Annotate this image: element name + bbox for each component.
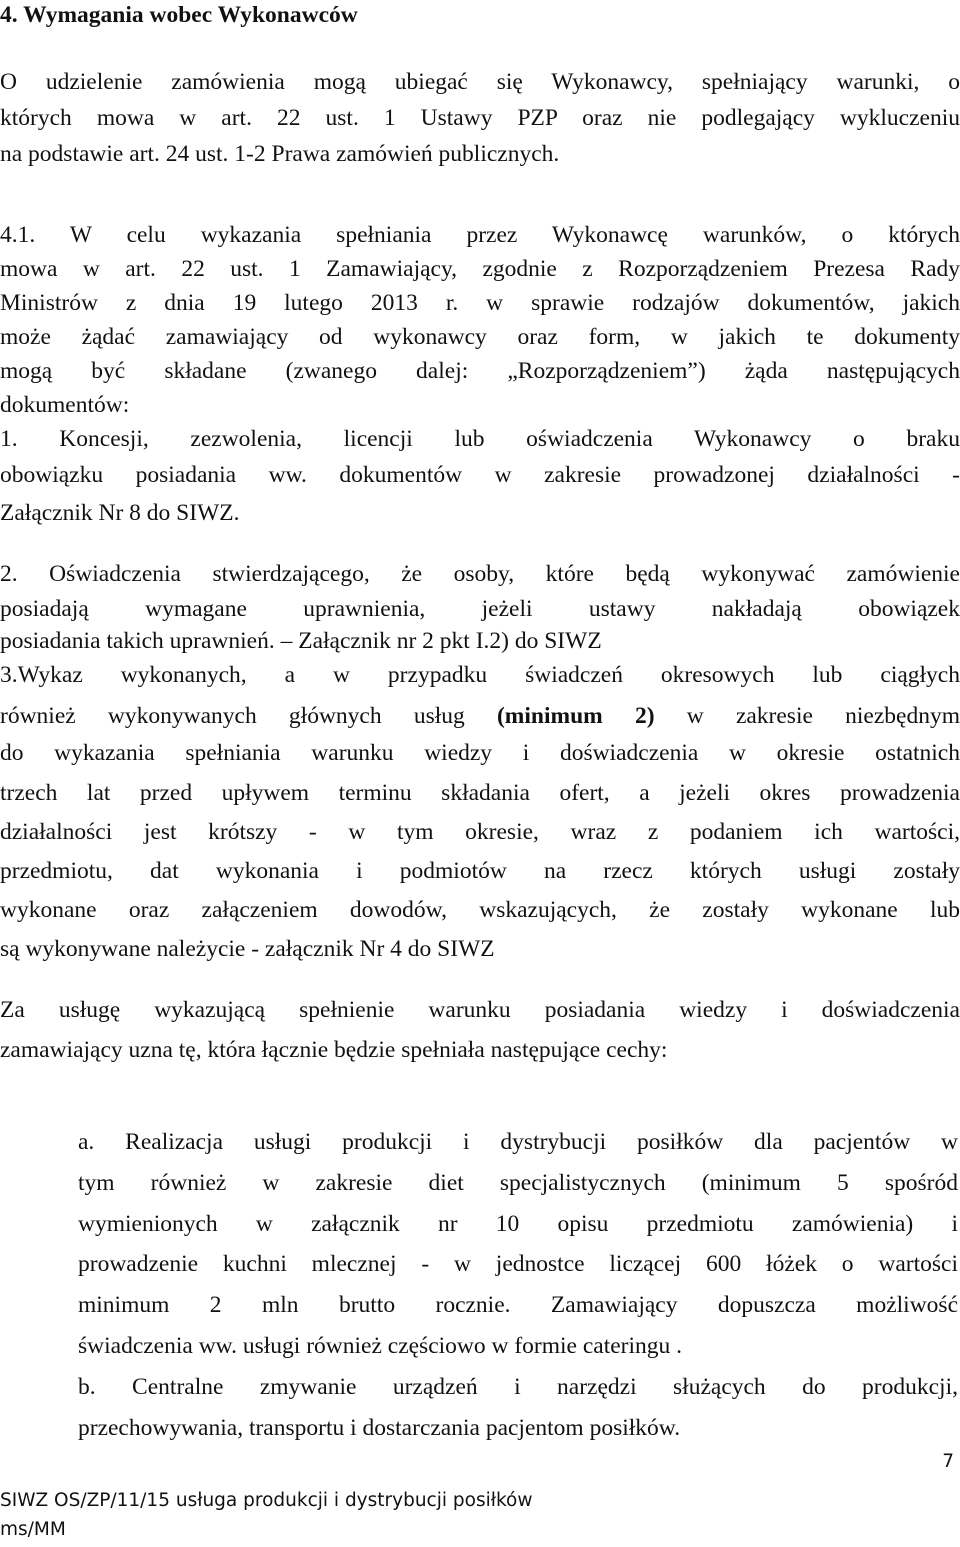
item2-line: 2. Oświadczenia stwierdzającego, że osoby, które będą wykonywać zamówienie	[0, 561, 960, 587]
point-b-line: przechowywania, transportu i dostarczania pacjentom posiłków.	[78, 1415, 681, 1441]
item3-line: przedmiotu, dat wykonania i podmiotów na rzecz których usługi zostały	[0, 858, 960, 884]
p41-line: mogą być składane (zwanego dalej: „Rozporządzeniem”) żąda następujących	[0, 358, 960, 384]
intro-line: O udzielenie zamówienia mogą ubiegać się Wykonawcy, spełniający warunki, o	[0, 69, 960, 95]
item3-line: 3.Wykaz wykonanych, a w przypadku świadczeń okresowych lub ciągłych	[0, 662, 960, 688]
p41-line: dokumentów:	[0, 392, 130, 418]
point-a-line: minimum 2 mln brutto rocznie. Zamawiający dopuszcza możliwość	[78, 1292, 958, 1318]
footer-initials: ms/MM	[0, 1519, 66, 1540]
item3-text: również wykonywanych głównych usług	[0, 703, 497, 729]
p41-line: Ministrów z dnia 19 lutego 2013 r. w sprawie rodzajów dokumentów, jakich	[0, 290, 960, 316]
item3-line: trzech lat przed upływem terminu składania ofert, a jeżeli okres prowadzenia	[0, 780, 960, 806]
item3-line: do wykazania spełniania warunku wiedzy i doświadczenia w okresie ostatnich	[0, 740, 960, 766]
point-b-line: b. Centralne zmywanie urządzeń i narzędzi służących do produkcji,	[78, 1374, 958, 1400]
p41-line: może żądać zamawiający od wykonawcy oraz form, w jakich te dokumenty	[0, 324, 960, 350]
point-a-line: prowadzenie kuchni mlecznej - w jednostce liczącej 600 łóżek o wartości	[78, 1251, 958, 1277]
item3-bold-text: (minimum 2)	[496, 703, 655, 729]
item3-line: wykonane oraz załączeniem dowodów, wskazujących, że zostały wykonane lub	[0, 897, 960, 923]
footer-reference: SIWZ OS/ZP/11/15 usługa produkcji i dystrybucji posiłków	[0, 1490, 533, 1511]
criteria-line: zamawiający uzna tę, która łącznie będzie spełniała następujące cechy:	[0, 1037, 668, 1063]
p41-line: mowa w art. 22 ust. 1 Zamawiający, zgodnie z Rozporządzeniem Prezesa Rady	[0, 256, 960, 282]
point-a-line: świadczenia ww. usługi również częściowo w formie cateringu .	[78, 1333, 683, 1359]
item3-line: działalności jest krótszy - w tym okresie, wraz z podaniem ich wartości,	[0, 819, 960, 845]
intro-line: na podstawie art. 24 ust. 1-2 Prawa zamówień publicznych.	[0, 141, 560, 167]
item2-line: posiadają wymagane uprawnienia, jeżeli ustawy nakładają obowiązek	[0, 596, 960, 622]
point-a-line: a. Realizacja usługi produkcji i dystrybucji posiłków dla pacjentów w	[78, 1129, 958, 1155]
point-a-line: tym również w zakresie diet specjalistycznych (minimum 5 spośród	[78, 1170, 958, 1196]
point-a-line: wymienionych w załącznik nr 10 opisu przedmiotu zamówienia) i	[78, 1211, 958, 1237]
intro-line: których mowa w art. 22 ust. 1 Ustawy PZP oraz nie podlegający wykluczeniu	[0, 105, 960, 131]
item1-line: Załącznik Nr 8 do SIWZ.	[0, 500, 240, 526]
criteria-line: Za usługę wykazującą spełnienie warunku posiadania wiedzy i doświadczenia	[0, 997, 960, 1023]
item2-line: posiadania takich uprawnień. – Załącznik nr 2 pkt I.2) do SIWZ	[0, 628, 602, 654]
page-number: 7	[942, 1451, 954, 1472]
section-title: 4. Wymagania wobec Wykonawców	[0, 2, 358, 28]
item3-text: w zakresie niezbędnym	[654, 703, 960, 729]
item1-line: obowiązku posiadania ww. dokumentów w zakresie prowadzonej działalności -	[0, 462, 960, 488]
item1-line: 1. Koncesji, zezwolenia, licencji lub oświadczenia Wykonawcy o braku	[0, 426, 960, 452]
p41-line: 4.1. W celu wykazania spełniania przez Wykonawcę warunków, o których	[0, 222, 960, 248]
item3-line: są wykonywane należycie - załącznik Nr 4 do SIWZ	[0, 936, 495, 962]
item3-line	[0, 701, 960, 731]
